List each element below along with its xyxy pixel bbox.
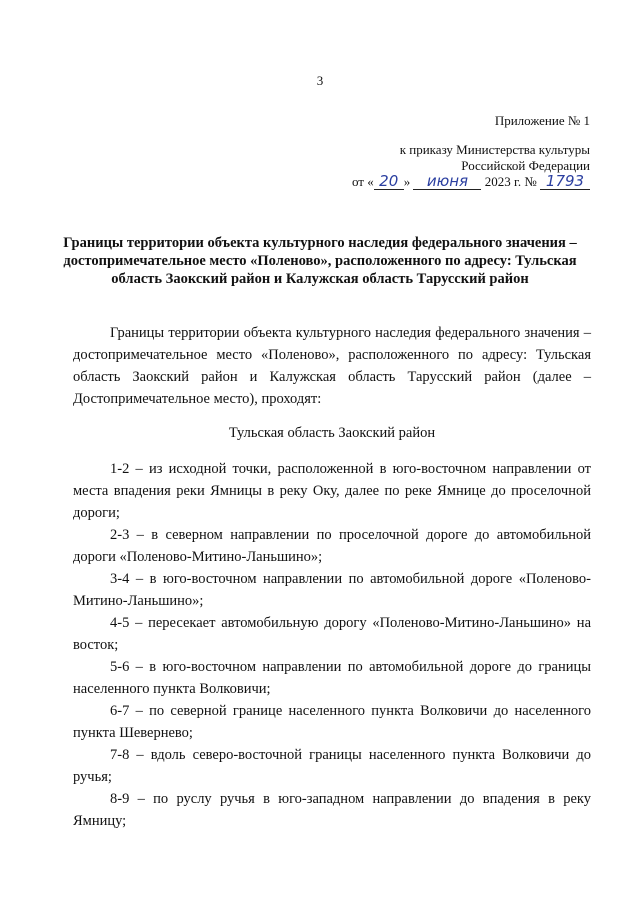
page-number: 3 (316, 73, 324, 88)
order-date-line (352, 174, 590, 190)
intro-paragraph: Границы территории объекта культурного наследия федерального значения – достопримечательное место «Поленово», расположенного по адресу: Тульская область Заокский район и Калужская область Тарусский район (далее – Достопримечательное место), проходят: (73, 325, 591, 407)
boundary-item: 1-2 – из исходной точки, расположенной в юго-восточном направлении от места впадения реки Ямницы в реку Оку, далее по реке Ямнице до проселочной дороги; (73, 461, 591, 521)
boundary-item: 5-6 – в юго-восточном направлении по автомобильной дороге до границы населенного пункта Волковичи; (73, 659, 591, 697)
boundary-item: 2-3 – в северном направлении по проселочной дороге до автомобильной дороги «Поленово-Митино-Ланьшино»; (73, 527, 591, 565)
appendix-label: Приложение № 1 (494, 113, 590, 128)
boundary-item: 6-7 – по северной границе населенного пункта Волковичи до населенного пункта Шевернево; (73, 703, 591, 741)
boundary-item: 4-5 – пересекает автомобильную дорогу «Поленово-Митино-Ланьшино» на восток; (73, 615, 591, 653)
order-month: июня (413, 174, 481, 190)
order-year: 2023 г. № (484, 174, 537, 189)
order-number: 1793 (540, 174, 590, 190)
document-body (73, 322, 591, 832)
order-day: 20 (374, 174, 404, 190)
order-line-2: Российской Федерации (461, 158, 590, 173)
boundary-item: 7-8 – вдоль северо-восточной границы населенного пункта Волковичи до ручья; (73, 747, 591, 785)
boundary-item: 8-9 – по руслу ручья в юго-западном направлении до впадения в реку Ямницу; (73, 791, 591, 829)
document-title: Границы территории объекта культурного наследия федерального значения – достопримечательное место «Поленово», расположенного по адресу: Тульская область Заокский район и Калужская область Тарусский район (63, 235, 577, 287)
order-reference (352, 142, 590, 190)
boundary-item: 3-4 – в юго-восточном направлении по автомобильной дороге «Поленово-Митино-Ланьшино»; (73, 571, 591, 609)
order-line-1: к приказу Министерства культуры (399, 142, 590, 157)
section-heading: Тульская область Заокский район (228, 425, 436, 441)
order-quote-close: » (403, 174, 411, 189)
order-date-prefix: от « (351, 174, 374, 189)
